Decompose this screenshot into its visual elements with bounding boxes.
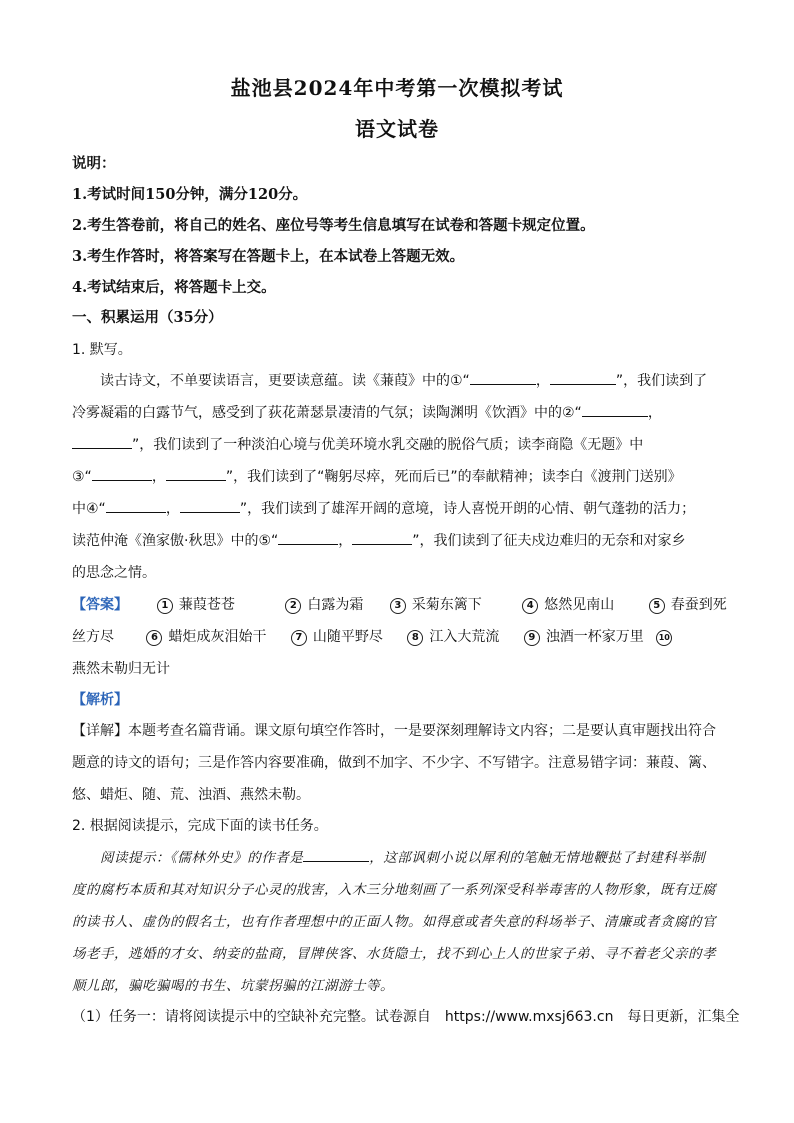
answer-text: 采菊东篱下 (411, 597, 482, 613)
answer-label: 【答案】 (72, 597, 128, 613)
answer-blank (180, 498, 240, 513)
q1-text: 的思念之情。 (72, 565, 156, 581)
circled-number: 5 (649, 598, 665, 614)
answer-item (285, 594, 385, 614)
reading-hint-line (100, 846, 705, 866)
circled-number: 2 (285, 598, 301, 614)
detail-line: 【详解】本题考查名篇背诵。课文原句填空作答时，一是要深刻理解诗文内容；二是要认真审题找出符合 (72, 723, 716, 739)
detail-line: 题意的诗文的语句；三是作答内容要准确，做到不加字、不少字、不写错字。注意易错字词：蒹葭、篱、 (72, 755, 716, 771)
answer-row (72, 626, 678, 646)
answer-blank (72, 434, 132, 449)
hint-text: ，这部讽刺小说以犀利的笔触无情地鞭挞了封建科举制 (369, 850, 706, 866)
q1-line (100, 370, 707, 390)
answer-text: 蒹葭苍苍 (178, 597, 235, 613)
circled-number: 6 (146, 630, 162, 646)
circled-number: 1 (157, 598, 173, 614)
answer-blank (582, 402, 648, 417)
q1-text: ”，我们读到了“鞠躬尽瘁，死而后已”的奉献精神；读李白《渡荆门送别》 (225, 469, 682, 485)
circled-number: 10 (656, 630, 672, 646)
instruction-item: 1.考试时间150分钟，满分120分。 (72, 186, 308, 203)
q1-text: ， (647, 405, 662, 421)
answer-row (72, 594, 727, 614)
circled-number: 4 (522, 598, 538, 614)
hint-text: 阅读提示：《儒林外史》的作者是 (100, 850, 304, 866)
circled-number: 7 (291, 630, 307, 646)
question-1-label: 1. 默写。 (72, 342, 132, 358)
reading-hint-line: 顺儿郎，骗吃骗喝的书生、坑蒙拐骗的江湖游士等。 (72, 978, 394, 994)
question-2-label: 2. 根据阅读提示，完成下面的读书任务。 (72, 818, 328, 834)
q1-line (72, 434, 643, 454)
q1-text: 读古诗文，不单要读语言，更要读意蕴。读《蒹葭》中的①“ (100, 373, 470, 389)
answer-blank (303, 847, 369, 862)
answer-item (157, 594, 281, 614)
answer-blank (352, 530, 412, 545)
answer-text: 悠然见南山 (544, 597, 615, 613)
exam-subtitle: 语文试卷 (355, 117, 439, 141)
answer-text: 白露为霜 (307, 597, 364, 613)
answer-blank (550, 370, 616, 385)
answer-text: 燕然未勒归无计 (72, 661, 170, 677)
circled-number: 3 (390, 598, 406, 614)
answer-item (649, 594, 727, 614)
reading-hint-line: 度的腐朽本质和其对知识分子心灵的戕害，入木三分地刻画了一系列深受科举毒害的人物形象，既有迂腐 (72, 882, 716, 898)
answer-item (146, 626, 286, 646)
answer-item (524, 626, 652, 646)
q1-text: ， (535, 373, 550, 389)
answer-blank (92, 466, 152, 481)
circled-number: 9 (524, 630, 540, 646)
q1-line (72, 402, 662, 422)
q1-line (72, 498, 695, 518)
q1-text: 读范仲淹《渔家傲·秋思》中的⑤“ (72, 533, 279, 549)
answer-blank (470, 370, 536, 385)
answer-text: 江入大荒流 (429, 629, 500, 645)
q1-line (72, 530, 686, 550)
q1-text: ”，我们读到了雄浑开阔的意境，诗人喜悦开朗的心情、朝气蓬勃的活力； (239, 501, 696, 517)
answer-item (656, 629, 678, 646)
answer-text: 蜡炬成灰泪始干 (168, 629, 267, 645)
detail-line: 悠、蜡炬、随、荒、浊酒、燕然未勒。 (72, 787, 310, 803)
answer-text: 春蚕到死 (670, 597, 727, 613)
q1-text: ， (165, 501, 180, 517)
answer-item (522, 594, 644, 614)
q1-text: 中④“ (72, 501, 106, 517)
q1-text: ”，我们读到了 (615, 373, 708, 389)
q1-text: ”，我们读到了征夫戍边难归的无奈和对家乡 (412, 533, 686, 549)
q1-line (72, 562, 156, 582)
q1-line (72, 466, 682, 486)
answer-blank (278, 530, 338, 545)
exam-title: 盐池县2024年中考第一次模拟考试 (230, 76, 564, 100)
instructions-label: 说明： (72, 155, 116, 172)
q1-text: 冷雾凝霜的白露节气，感受到了荻花萧瑟景凄清的气氛；读陶渊明《饮酒》中的②“ (72, 405, 582, 421)
q1-text: ， (338, 533, 353, 549)
answer-item (291, 626, 403, 646)
q1-text: ③“ (72, 469, 92, 485)
answer-item (390, 594, 518, 614)
section-heading: 一、积累运用（35分） (72, 309, 223, 326)
answer-blank (106, 498, 166, 513)
instruction-item: 4.考试结束后，将答题卡上交。 (72, 279, 276, 296)
circled-number: 8 (407, 630, 423, 646)
task-1: （1）任务一：请将阅读提示中的空缺补充完整。试卷源自 https://www.mxsj663.cn 每日更新，汇集全 (72, 1009, 740, 1025)
reading-hint-line: 场老手，逃婚的才女、纳妾的盐商，冒牌侠客、水货隐士，找不到心上人的世家子弟、寻不着老父亲的孝 (72, 946, 716, 962)
analysis-label-text: 【解析】 (72, 692, 128, 708)
answer-text: 丝方尽 (72, 629, 114, 645)
instruction-item: 2.考生答卷前，将自己的姓名、座位号等考生信息填写在试卷和答题卡规定位置。 (72, 217, 595, 234)
answer-blank (166, 466, 226, 481)
reading-hint-line: 的读书人、虚伪的假名士，也有作者理想中的正面人物。如得意或者失意的科场举子、清廉或者贪腐的官 (72, 914, 716, 930)
q1-text: ”，我们读到了一种淡泊心境与优美环境水乳交融的脱俗气质；读李商隐《无题》中 (132, 437, 644, 453)
answer-text: 山随平野尽 (312, 629, 383, 645)
answer-item (407, 626, 519, 646)
analysis-label (72, 689, 128, 709)
answer-text: 浊酒一杯家万里 (545, 629, 644, 645)
instruction-item: 3.考生作答时，将答案写在答题卡上，在本试卷上答题无效。 (72, 248, 465, 265)
q1-text: ， (151, 469, 166, 485)
